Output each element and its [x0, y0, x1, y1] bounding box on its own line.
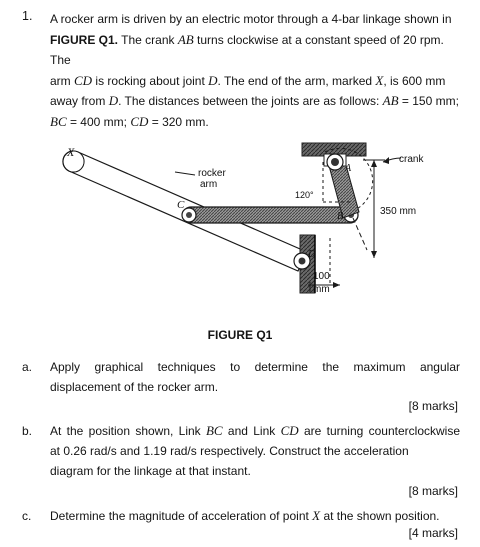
part-c-text: Determine the magnitude of acceleration of point: [50, 509, 313, 523]
coupler-bc: [183, 207, 358, 223]
label-a: A: [345, 163, 352, 174]
part-b-text: At the position shown, Link: [50, 424, 206, 438]
math-x: X: [312, 508, 321, 523]
figure-reference: FIGURE Q1.: [50, 32, 119, 47]
math-d: D: [108, 93, 119, 108]
part-b-text: are turning counterclockwise: [298, 424, 460, 438]
part-b: [22, 421, 460, 481]
part-c-line-1: [50, 506, 460, 526]
label-b: B: [337, 211, 344, 222]
intro-text: The crank: [118, 32, 178, 47]
math-cd: CD: [130, 113, 149, 129]
part-c: [22, 506, 460, 526]
intro-line-5: [50, 112, 460, 133]
intro-text: = 320 mm.: [148, 114, 209, 129]
question-intro: [50, 9, 460, 132]
math-ab: AB: [382, 93, 399, 108]
intro-line-2: [50, 30, 460, 71]
label-d: D: [308, 249, 316, 260]
intro-text: . The end of the arm, marked: [217, 73, 376, 88]
intro-text: . The distances between the joints are as follows:: [118, 94, 383, 108]
label-crank: crank: [399, 154, 424, 165]
intro-text: turns clockwise at a constant speed of 20 rpm. The: [50, 32, 444, 67]
intro-text: is rocking about joint: [92, 73, 209, 88]
part-a-line-1: Apply graphical techniques to determine the maximum angular: [50, 360, 460, 374]
intro-text: = 400 mm;: [66, 114, 131, 129]
part-a: [22, 357, 460, 397]
part-b-text: and Link: [222, 424, 281, 438]
intro-text: away from: [50, 94, 109, 108]
math-bc: BC: [205, 423, 223, 438]
joint-a: [327, 154, 343, 170]
part-b-line-3: diagram for the linkage at that instant.: [50, 464, 251, 478]
math-x: X: [375, 72, 384, 88]
part-b-marks: [8 marks]: [408, 484, 458, 498]
label-c: C: [177, 199, 185, 211]
intro-line-4: [50, 91, 460, 112]
label-100: 100: [313, 271, 330, 282]
part-b-line-2: at 0.26 rad/s and 1.19 rad/s respectively. Construct the acceleration: [50, 444, 409, 458]
label-mm: mm: [313, 284, 330, 295]
math-cd: CD: [280, 423, 299, 438]
part-a-line-2: displacement of the rocker arm.: [50, 380, 219, 394]
math-ab: AB: [177, 31, 194, 47]
question-number: 1.: [22, 9, 33, 23]
label-350mm: 350 mm: [380, 206, 417, 217]
math-cd: CD: [74, 72, 93, 88]
intro-text: = 150 mm;: [398, 94, 459, 108]
intro-text: , is 600 mm: [383, 73, 446, 88]
intro-line-3: [50, 71, 460, 92]
part-c-text: at the shown position.: [320, 509, 440, 523]
math-bc: BC: [50, 113, 67, 129]
part-a-marks: [8 marks]: [408, 399, 458, 413]
label-x: X: [67, 145, 75, 159]
math-d: D: [208, 72, 218, 88]
intro-line-1: A rocker arm is driven by an electric motor through a 4-bar linkage shown in: [50, 12, 452, 26]
part-c-letter: c.: [22, 509, 32, 523]
label-angle: 120°: [295, 190, 314, 200]
part-a-letter: a.: [22, 360, 33, 374]
part-b-line-1: [50, 421, 460, 441]
part-b-letter: b.: [22, 424, 33, 438]
part-c-marks: [4 marks]: [408, 526, 458, 540]
figure-caption: FIGURE Q1: [207, 328, 273, 342]
intro-text: arm: [50, 73, 74, 88]
linkage-figure: [55, 140, 435, 315]
label-rocker: rocker: [198, 168, 226, 179]
label-arm: arm: [200, 179, 218, 190]
